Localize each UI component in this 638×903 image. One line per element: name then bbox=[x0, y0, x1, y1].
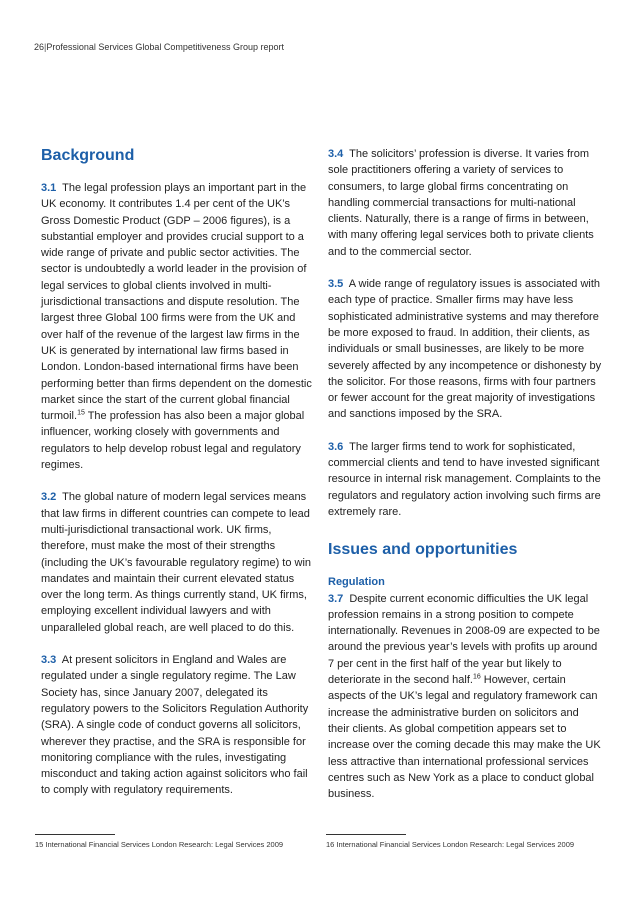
header-separator: | bbox=[44, 42, 47, 52]
footnote-15: 15 International Financial Services London Research: Legal Services 2009 bbox=[35, 840, 284, 849]
paragraph-text: The solicitors’ profession is diverse. It varies from sole practitioners offering a variety of services to consumers, to large global firms concentrating on handling commercial transactions for multi-national clients. Naturally, there is a range of firms in between, with many offering legal services both to private clients and to the commercial sector. bbox=[328, 148, 594, 258]
page-header bbox=[34, 42, 284, 52]
regulation-subheading: Regulation bbox=[328, 576, 385, 589]
paragraph-text: The larger firms tend to work for sophisticated, commercial clients and tend to have invested significant resource in internal risk management. Complaints to the regulators and regulatory action involving such firms are extremely rare. bbox=[328, 440, 601, 518]
footnote-ref-15[interactable]: 15 bbox=[77, 409, 85, 417]
paragraph-number: 3.5 bbox=[328, 278, 344, 291]
paragraph-3-2 bbox=[41, 489, 316, 636]
right-column bbox=[328, 146, 603, 818]
paragraph-number: 3.6 bbox=[328, 440, 344, 453]
paragraph-3-6 bbox=[328, 439, 603, 520]
paragraph-text: At present solicitors in England and Wales are regulated under a single regulatory regime. The Law Society has, since January 2007, delegated its regulatory powers to the Solicitors Regulation Authority (SRA). A single code of conduct governs all solicitors, wherever they practise, and the SRA is responsible for monitoring compliance with the rules, investigating misconduct and taking action against solicitors who fail to comply with regulatory requirements. bbox=[41, 654, 309, 797]
paragraph-number: 3.1 bbox=[41, 182, 57, 194]
footnote-16: 16 International Financial Services London Research: Legal Services 2009 bbox=[326, 840, 575, 849]
paragraph-text: A wide range of regulatory issues is associated with each type of practice. Smaller firms may have less sophisticated administrative systems and may therefore be more exposed to fraud. In addition, their clients, as individuals or small businesses, are likely to be more severely affected by any incompetence or dishonesty by the solicitor. For those reasons, firms with four partners or fewer account for the great majority of investigations and sanctions imposed by the SRA. bbox=[328, 278, 602, 421]
paragraph-text: Despite current economic difficulties the UK legal profession remains in a strong position to compete internationally. Revenues in 2008-09 are expected to be around the previous year’s levels with profits up around 7 per cent in the first half of the year but likely to deteriorate in the second half. bbox=[328, 592, 600, 687]
report-title: Professional Services Global Competitiveness Group report bbox=[46, 42, 284, 52]
paragraph-number: 3.2 bbox=[41, 491, 57, 504]
issues-heading: Issues and opportunities bbox=[328, 541, 518, 559]
paragraph-3-5 bbox=[328, 276, 603, 423]
paragraph-text-cont: The profession has also been a major global influencer, working closely with governments and regulators to help develop robust legal and regulatory regimes. bbox=[41, 410, 305, 472]
footnote-ref-16[interactable]: 16 bbox=[472, 673, 481, 681]
page-number: 26 bbox=[34, 42, 45, 52]
paragraph-text: The legal profession plays an important part in the UK economy. It contributes 1.4 per cent of the UK’s Gross Domestic Product (GDP – 2006 figures), is a substantial employer and provides crucial support to a wide range of private and public sector activities. The sector is undoubtedly a world leader in the provision of legal services to global clients involved in multi-jurisdictional transactions and dispute resolution. The largest three Global 100 firms were from the UK and over half of the revenue of the largest law firms in the UK is generated by international law firms based in London. London-based international firms have been performing better than firms dependent on the domestic market since the start of the current global financial turmoil. bbox=[41, 182, 312, 423]
paragraph-3-3 bbox=[41, 652, 316, 799]
paragraph-3-7 bbox=[328, 574, 603, 802]
paragraph-3-4 bbox=[328, 146, 603, 260]
footnote-rule-right bbox=[326, 834, 406, 835]
left-column bbox=[41, 146, 316, 815]
background-heading: Background bbox=[41, 147, 135, 164]
paragraph-number: 3.7 bbox=[328, 592, 344, 605]
paragraph-text: The global nature of modern legal services means that law firms in different countries can compete to lead multi-jurisdictional transactional work. UK firms, therefore, must make the most of their strengths (including the UK’s favourable regulatory regime) to win mandates and maintain their current elevated status over the long term. As things currently stand, UK firms, employing excellent individual lawyers and with unparalleled global reach, are well placed to do this. bbox=[41, 491, 312, 634]
paragraph-3-1 bbox=[41, 180, 316, 473]
paragraph-number: 3.4 bbox=[328, 148, 344, 160]
paragraph-text-cont: However, certain aspects of the UK’s legal and regulatory framework can increase the administrative burden on solicitors and their clients. As global competition appears set to increase over the coming decade this may make the UK less attractive than international professional services centres such as New York as a place to conduct global business. bbox=[328, 674, 601, 801]
footnote-rule-left bbox=[35, 834, 115, 835]
paragraph-number: 3.3 bbox=[41, 654, 57, 667]
